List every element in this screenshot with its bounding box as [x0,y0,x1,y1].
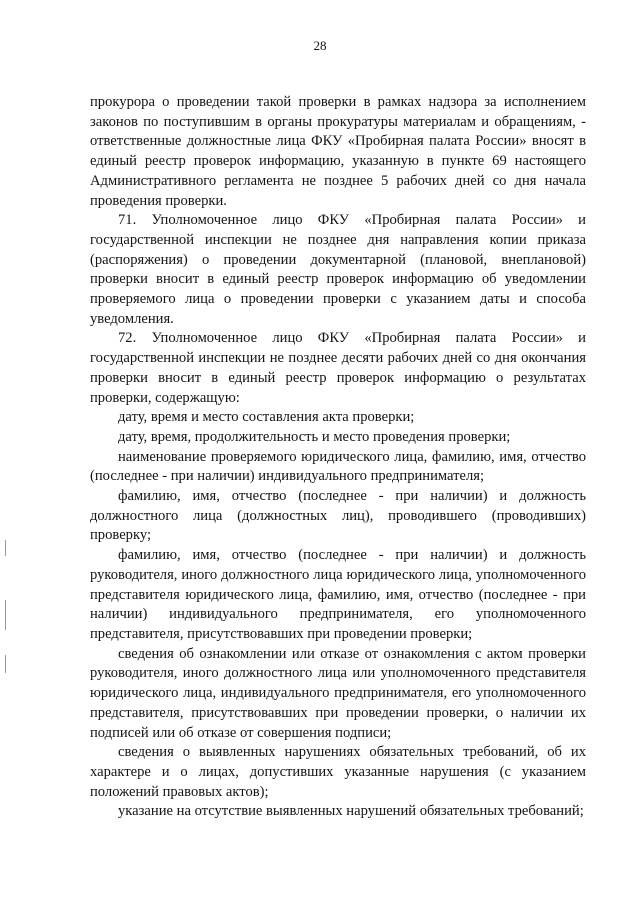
list-item-entity-name: наименование проверяемого юридического лица, фамилию, имя, отчество (последнее - при наличии) индивидуального предпринимателя; [90,448,586,485]
paragraph-continuation: прокурора о проведении такой проверки в рамках надзора за исполнением законов по поступившим в органы прокуратуры материалам и обращениям, - ответственные должностные лица ФКУ «Пробирная палата России» вносят в единый реестр проверок информацию, указанную в пункте 69 настоящего Административного регламента не позднее 5 рабочих дней со дня начала проведения проверки. [90,94,586,209]
scan-edge-mark [5,540,6,556]
list-item-acquaintance: сведения об ознакомлении или отказе от ознакомления с актом проверки руководителя, иного должностного лица или уполномоченного представителя юридического лица, индивидуального предпринимателя, его уполномоченного представителя, присутствовавших при проведении проверки, о наличии их подписей или об отказе от совершения подписи; [90,645,586,741]
list-item-representatives: фамилию, имя, отчество (последнее - при наличии) и должность руководителя, иного должностного лица юридического лица, уполномоченного представителя юридического лица, фамилию, имя, отчество (последнее - при наличии) индивидуального предпринимателя, его уполномоченного представителя, присутствовавших при проведении проверки; [90,547,586,642]
list-item-inspection-date: дату, время, продолжительность и место проведения проверки; [118,428,511,445]
paragraph-71: 71. Уполномоченное лицо ФКУ «Пробирная палата России» и государственной инспекции не позднее дня направления копии приказа (распоряжения) о проведении документарной (плановой, внеплановой) проверки вносит в единый реестр проверок информацию об уведомлении проверяемого лица о проведении проверки с указанием даты и способа уведомления. [90,212,586,327]
scan-edge-mark [5,600,6,630]
paragraph-72: 72. Уполномоченное лицо ФКУ «Пробирная палата России» и государственной инспекции не позднее десяти рабочих дней со дня окончания проверки вносит в единый реестр проверок информацию о результатах проверки, содержащую: [90,330,586,406]
list-item-no-violations: указание на отсутствие выявленных нарушений обязательных требований; [118,803,584,820]
list-item-violations: сведения о выявленных нарушениях обязательных требований, об их характере и о лицах, допустивших указанные нарушения (с указанием положений правовых актов); [90,744,586,800]
document-body [90,93,586,822]
page-number: 28 [313,38,327,53]
list-item-inspector-name: фамилию, имя, отчество (последнее - при наличии) и должность должностного лица (должностных лиц), проводившего (проводивших) проверку; [90,488,586,544]
scan-edge-mark [5,655,6,673]
list-item-act-date: дату, время и место составления акта проверки; [118,409,415,426]
